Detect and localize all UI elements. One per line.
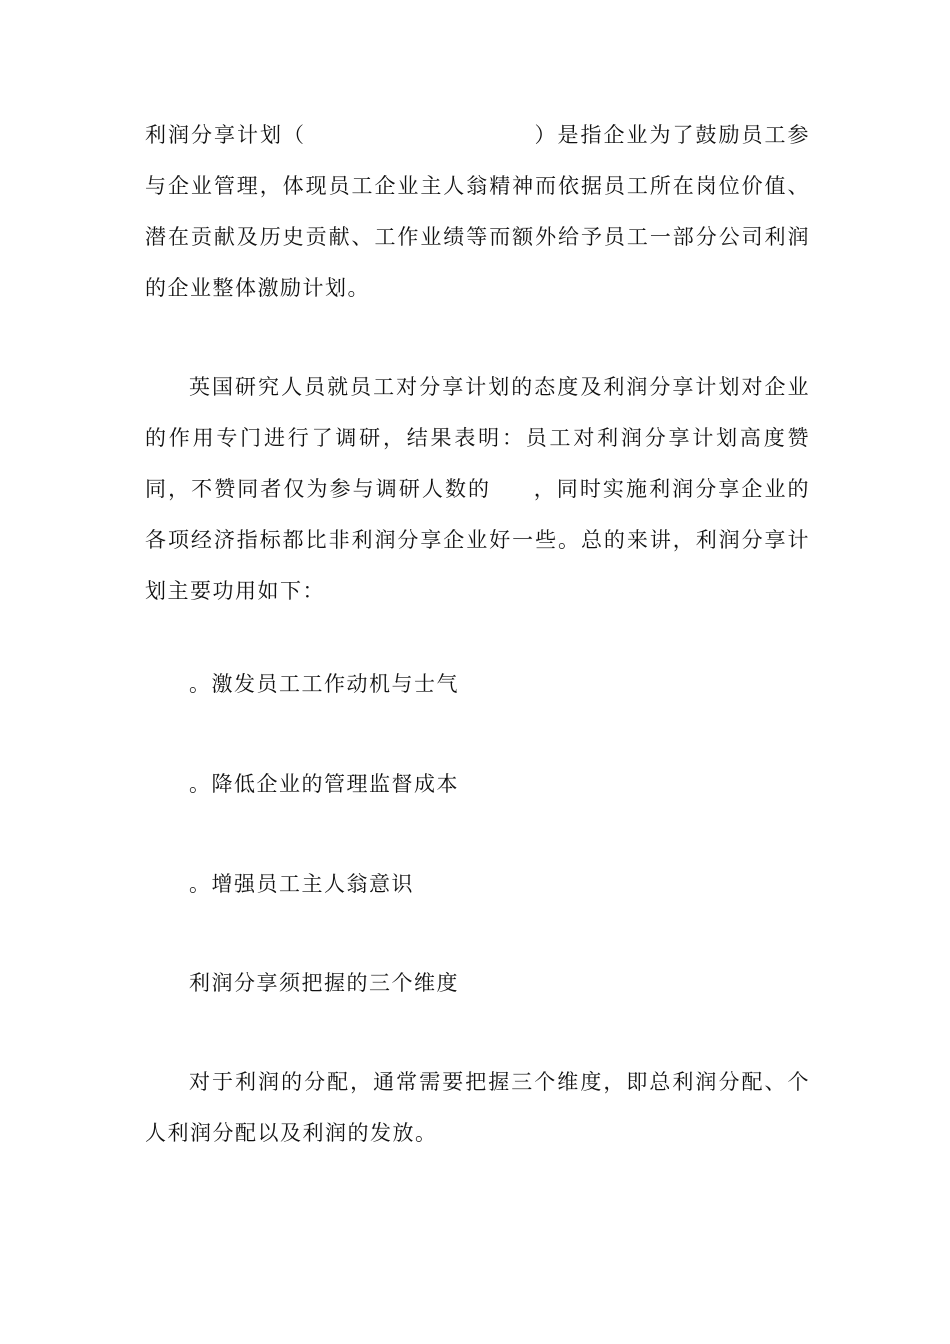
bullet-item: 。降低企业的管理监督成本 — [189, 772, 459, 796]
section-heading: 利润分享须把握的三个维度 — [189, 971, 459, 995]
paragraph-definition-rest: ）是指企业为了鼓励员工参与企业管理，体现员工企业主人翁精神而依据员工所在岗位价值、潜在贡献及历史贡献、工作业绩等而额外给予员工一部分公司利润的企业整体激励计划。 — [145, 123, 810, 300]
paragraph-definition — [145, 110, 810, 314]
bullet-item: 。增强员工主人翁意识 — [189, 872, 414, 896]
paragraph-research-start: 英国研究人员就员工对分享计划的态度及利润分享计划对企业的作用专门进行了调研，结果表明：员工对利润分享计划高度赞同，不赞同者仅为参与调研人数的 — [145, 375, 810, 501]
bullet-item: 。激发员工工作动机与士气 — [189, 672, 459, 696]
paragraph-research — [145, 362, 810, 617]
paragraph-dimensions: 对于利润的分配，通常需要把握三个维度，即总利润分配、个人利润分配以及利润的发放。 — [145, 1070, 810, 1145]
paragraph-definition-start: 利润分享计划（ — [145, 123, 306, 147]
paragraph-research-rest: ，同时实施利润分享企业的各项经济指标都比非利润分享企业好一些。总的来讲，利润分享计划主要功用如下： — [145, 477, 811, 603]
